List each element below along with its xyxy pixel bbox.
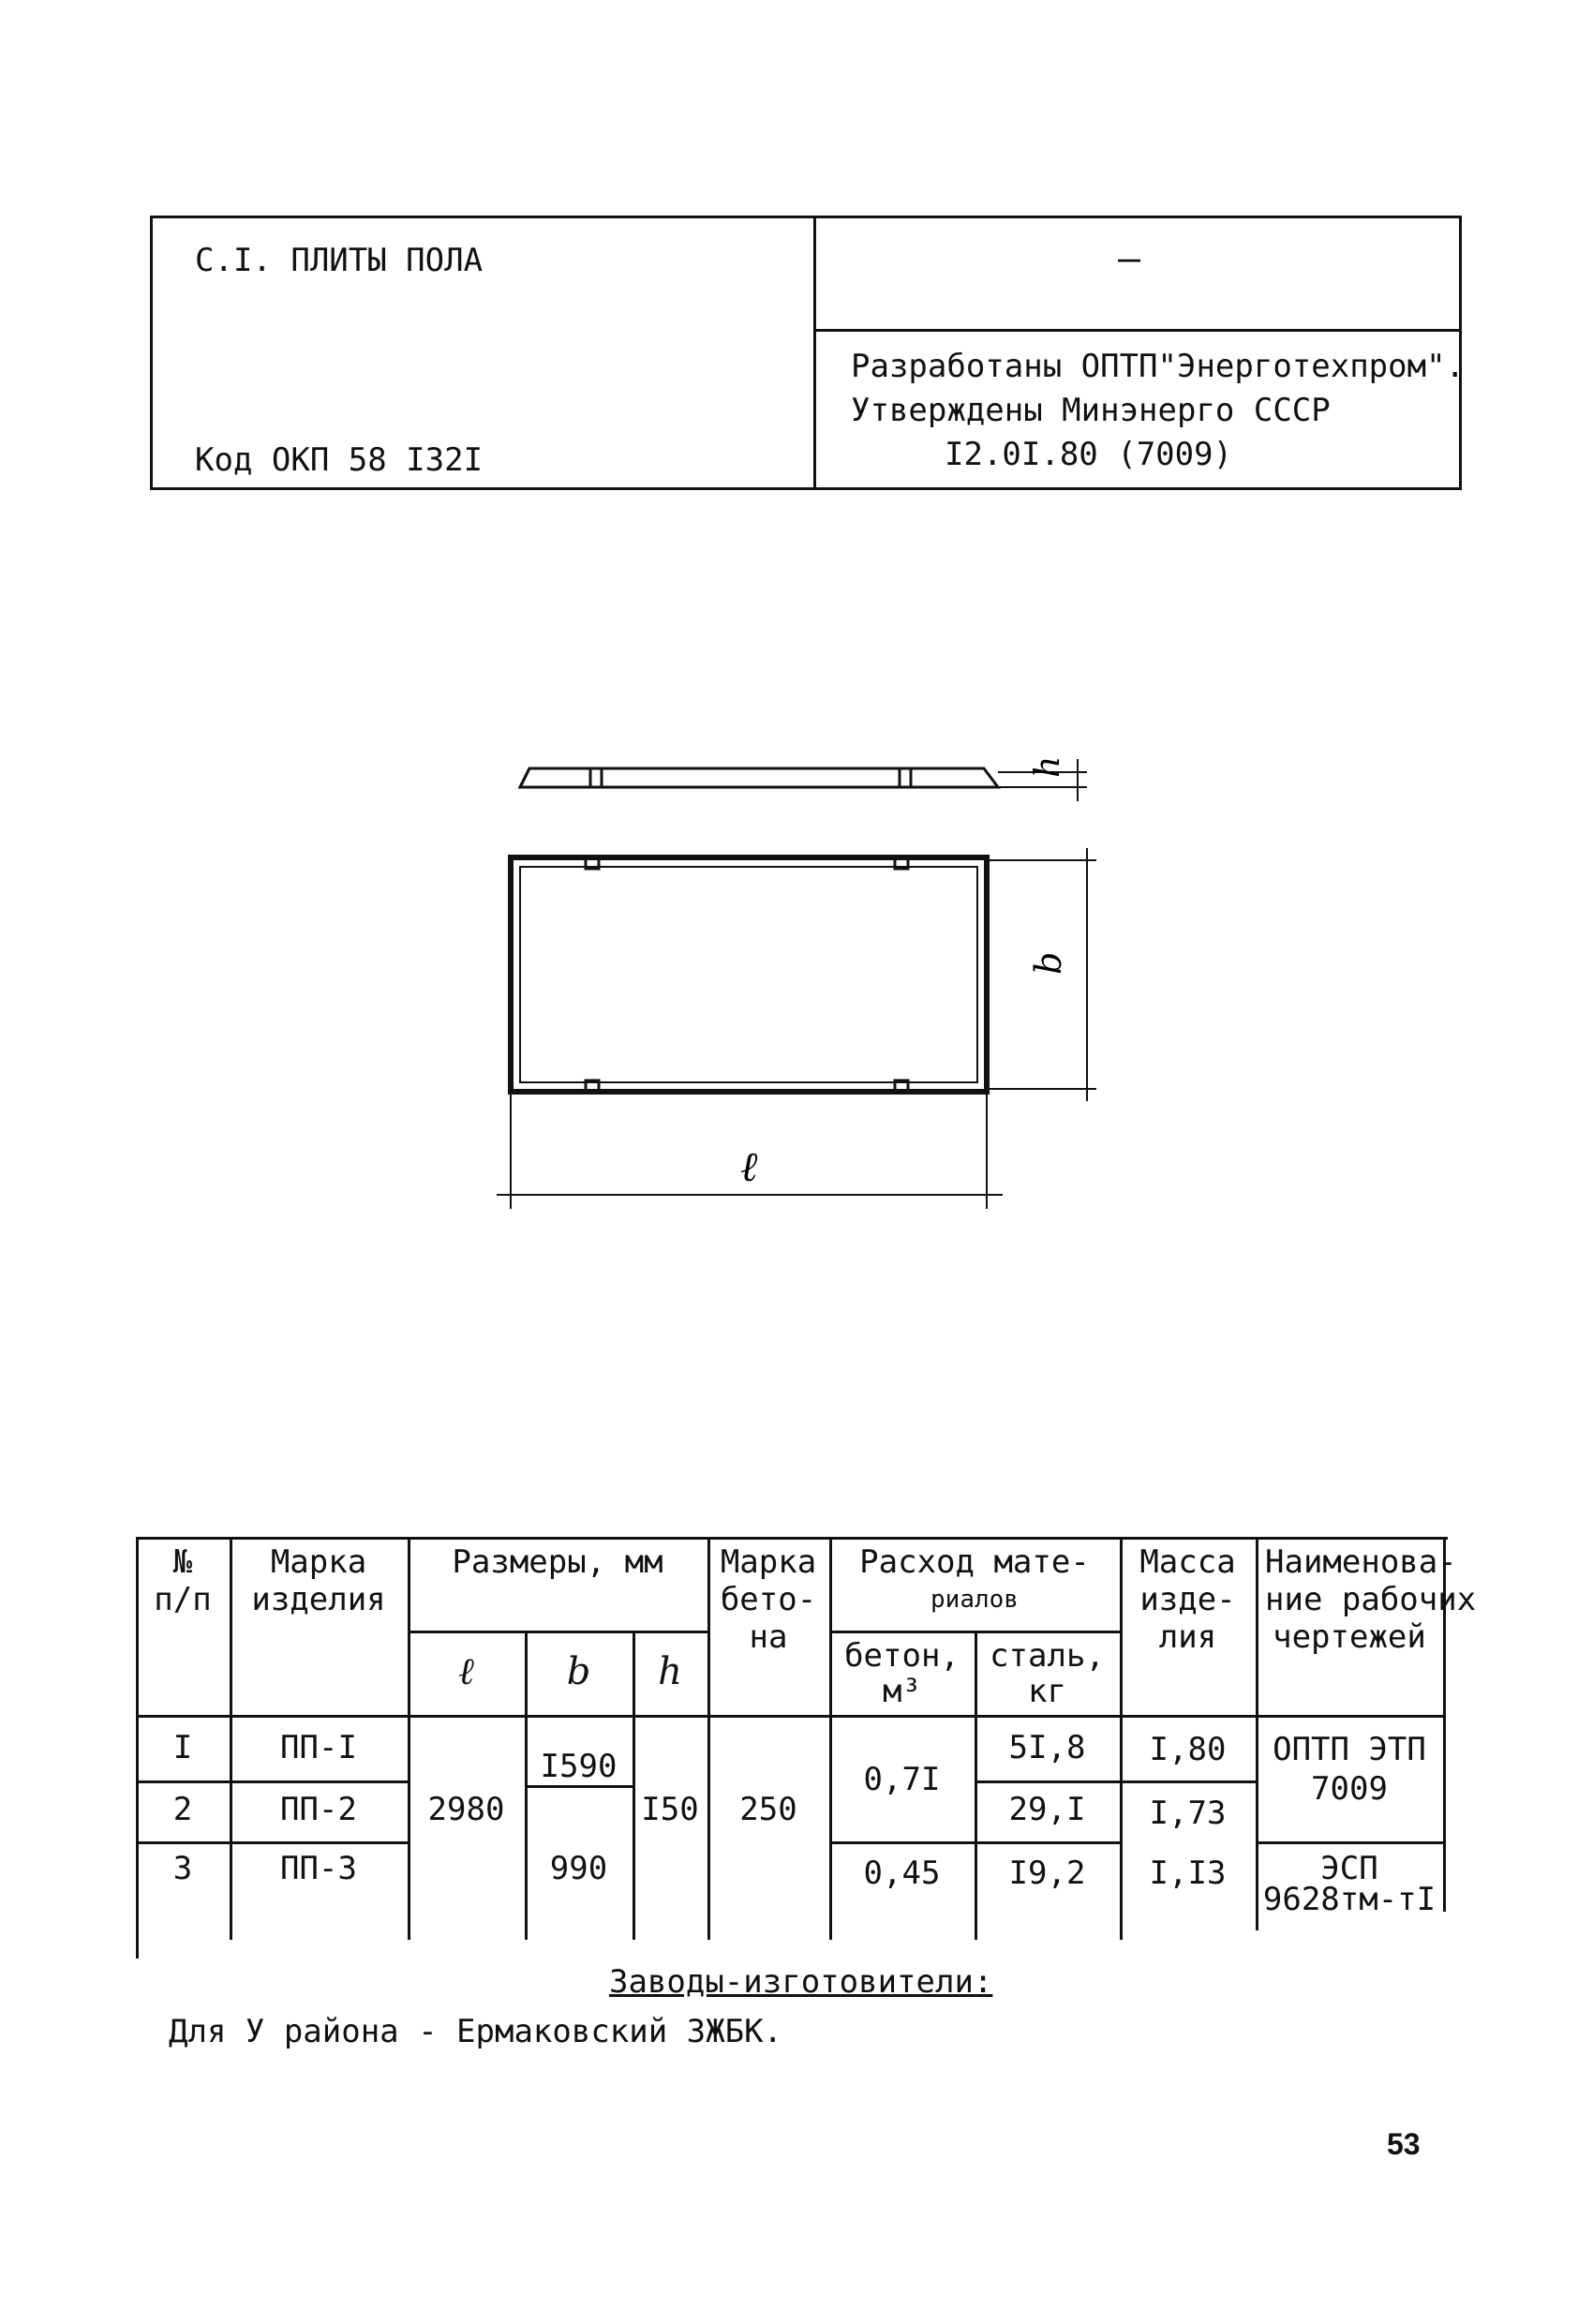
plan-outline bbox=[511, 857, 987, 1092]
header-divider-vertical bbox=[813, 218, 816, 487]
row3-steel: I9,2 bbox=[1008, 1855, 1086, 1892]
manufacturers-text: Для У района - Ермаковский ЗЖБК. bbox=[169, 2013, 783, 2050]
hdr-drawings-2: ние рабочих bbox=[1265, 1581, 1477, 1618]
row1-num: I bbox=[172, 1729, 193, 1766]
row3-num: 3 bbox=[172, 1850, 193, 1887]
hdr-b: b bbox=[566, 1650, 591, 1693]
hdr-concrete-mark-1: Марка bbox=[720, 1543, 817, 1581]
hdr-h: h bbox=[658, 1650, 682, 1693]
merged-drawings-12-line1: ОПТП ЭТП bbox=[1273, 1731, 1426, 1768]
merged-concrete-3: 0,45 bbox=[863, 1855, 941, 1892]
row1-mark: ПП-I bbox=[280, 1729, 357, 1766]
hdr-drawings-1: Наименова- bbox=[1265, 1543, 1457, 1581]
hdr-l: ℓ bbox=[458, 1650, 474, 1693]
row1-steel: 5I,8 bbox=[1008, 1729, 1086, 1766]
section-title: С.I. ПЛИТЫ ПОЛА bbox=[195, 242, 484, 279]
hdr-concrete-1: бетон, bbox=[844, 1637, 960, 1675]
merged-drawings-3-line1: ЭСП bbox=[1320, 1850, 1378, 1887]
hdr-concrete-mark-3: на bbox=[749, 1618, 788, 1656]
plan-view bbox=[497, 848, 1096, 1209]
hdr-consumption-2: риалов bbox=[930, 1586, 1019, 1614]
approval-date: I2.0I.80 (7009) bbox=[945, 436, 1233, 473]
hdr-mark-2: изделия bbox=[251, 1581, 386, 1618]
spec-table bbox=[136, 1537, 1476, 1940]
hdr-mass-2: изде- bbox=[1139, 1581, 1236, 1618]
header-divider-horizontal bbox=[813, 329, 1459, 332]
side-view bbox=[520, 759, 1087, 801]
hdr-sizes: Размеры, мм bbox=[452, 1543, 663, 1581]
row3-mass: I,I3 bbox=[1149, 1855, 1227, 1892]
merged-b-3: 990 bbox=[549, 1850, 608, 1887]
hdr-mass-1: Масса bbox=[1139, 1543, 1236, 1581]
dim-b-label: b bbox=[1028, 951, 1069, 975]
okp-code: Код ОКП 58 I32I bbox=[195, 441, 484, 479]
developed-by: Разработаны ОПТП"Энерготехпром". bbox=[851, 348, 1466, 385]
hdr-num-1: № bbox=[172, 1543, 193, 1581]
manufacturers-label: Заводы-изготовители: bbox=[609, 1963, 993, 2001]
hdr-num-2: п/п bbox=[154, 1581, 212, 1618]
header-block bbox=[150, 216, 1466, 490]
hdr-mass-3: лия bbox=[1158, 1618, 1217, 1656]
header-dash: — bbox=[1118, 237, 1141, 280]
hdr-concrete-mark-2: бето- bbox=[720, 1581, 817, 1618]
hdr-mark-1: Марка bbox=[270, 1543, 367, 1581]
hdr-concrete-2: м³ bbox=[883, 1673, 921, 1710]
merged-l: 2980 bbox=[427, 1791, 505, 1828]
hdr-drawings-3: чертежей bbox=[1273, 1618, 1426, 1656]
dim-l-label: ℓ bbox=[740, 1143, 758, 1191]
hdr-steel-2: кг bbox=[1028, 1673, 1066, 1710]
row3-mark: ПП-3 bbox=[280, 1850, 357, 1887]
hdr-steel-1: сталь, bbox=[990, 1637, 1105, 1675]
merged-concrete-mark: 250 bbox=[739, 1791, 797, 1828]
hdr-consumption-1: Расход мате- bbox=[859, 1543, 1090, 1581]
row2-mass: I,73 bbox=[1149, 1795, 1227, 1832]
plate-drawing bbox=[478, 750, 1134, 1218]
page-number: 53 bbox=[1387, 2127, 1421, 2161]
row2-steel: 29,I bbox=[1008, 1791, 1086, 1828]
merged-drawings-3-line2: 9628тм-тI bbox=[1262, 1881, 1437, 1918]
approved-by: Утверждены Минэнерго СССР bbox=[851, 392, 1331, 429]
dim-h-label: h bbox=[1029, 755, 1067, 778]
merged-b-12: I590 bbox=[540, 1748, 618, 1785]
merged-h: I50 bbox=[641, 1791, 699, 1828]
merged-concrete-12: 0,7I bbox=[863, 1761, 941, 1798]
row2-num: 2 bbox=[172, 1791, 193, 1828]
row1-mass: I,80 bbox=[1149, 1731, 1227, 1768]
row2-mark: ПП-2 bbox=[280, 1791, 357, 1828]
merged-drawings-12-line2: 7009 bbox=[1311, 1770, 1388, 1808]
